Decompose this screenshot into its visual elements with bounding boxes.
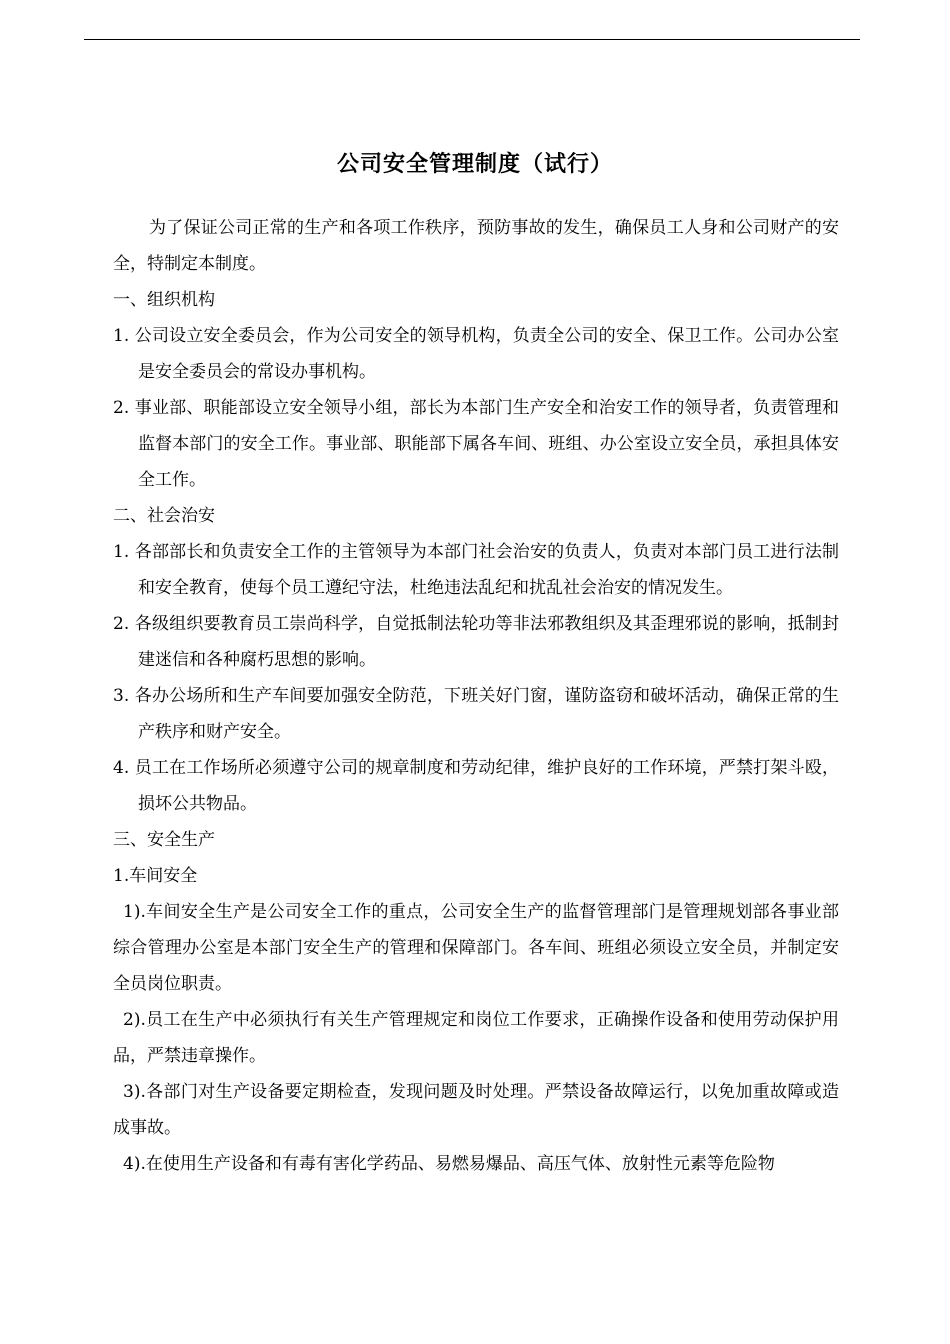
list-item: 4. 员工在工作场所必须遵守公司的规章制度和劳动纪律，维护良好的工作环境，严禁打架斗殴，损坏公共物品。 [113, 758, 839, 814]
list-item: 3. 各办公场所和生产车间要加强安全防范，下班关好门窗，谨防盗窃和破坏活动，确保正常的生产秩序和财产安全。 [113, 686, 839, 742]
list-item: 2. 各级组织要教育员工崇尚科学，自觉抵制法轮功等非法邪教组织及其歪理邪说的影响，抵制封建迷信和各种腐朽思想的影响。 [113, 614, 839, 670]
list-item: 2. 事业部、职能部设立安全领导小组，部长为本部门生产安全和治安工作的领导者，负责管理和监督本部门的安全工作。事业部、职能部下属各车间、班组、办公室设立安全员，承担具体安全工作。 [113, 398, 839, 490]
document-title: 公司安全管理制度（试行） [336, 152, 613, 177]
list-item: 2).员工在生产中必须执行有关生产管理规定和岗位工作要求，正确操作设备和使用劳动保护用品，严禁违章操作。 [113, 1010, 839, 1066]
list-item: 1).车间安全生产是公司安全工作的重点，公司安全生产的监督管理部门是管理规划部各事业部综合管理办公室是本部门安全生产的管理和保障部门。各车间、班组必须设立安全员，并制定安全员岗位职责。 [113, 902, 839, 994]
header-rule [84, 39, 860, 40]
list-item: 1. 公司设立安全委员会，作为公司安全的领导机构，负责全公司的安全、保卫工作。公司办公室是安全委员会的常设办事机构。 [113, 326, 839, 382]
list-item: 4).在使用生产设备和有毒有害化学药品、易燃易爆品、高压气体、放射性元素等危险物 [123, 1154, 775, 1174]
section-heading-organization: 一、组织机构 [113, 290, 215, 310]
section-heading-production-safety: 三、安全生产 [113, 830, 215, 850]
section-heading-public-security: 二、社会治安 [113, 506, 215, 526]
list-item: 3).各部门对生产设备要定期检查，发现问题及时处理。严禁设备故障运行，以免加重故障或造成事故。 [113, 1082, 839, 1138]
subsection-heading-workshop-safety: 1.车间安全 [113, 866, 198, 886]
document-body [113, 210, 839, 1182]
list-item: 1. 各部部长和负责安全工作的主管领导为本部门社会治安的负责人，负责对本部门员工进行法制和安全教育，使每个员工遵纪守法，杜绝违法乱纪和扰乱社会治安的情况发生。 [113, 542, 839, 598]
intro-paragraph: 为了保证公司正常的生产和各项工作秩序，预防事故的发生，确保员工人身和公司财产的安全，特制定本制度。 [113, 218, 839, 274]
